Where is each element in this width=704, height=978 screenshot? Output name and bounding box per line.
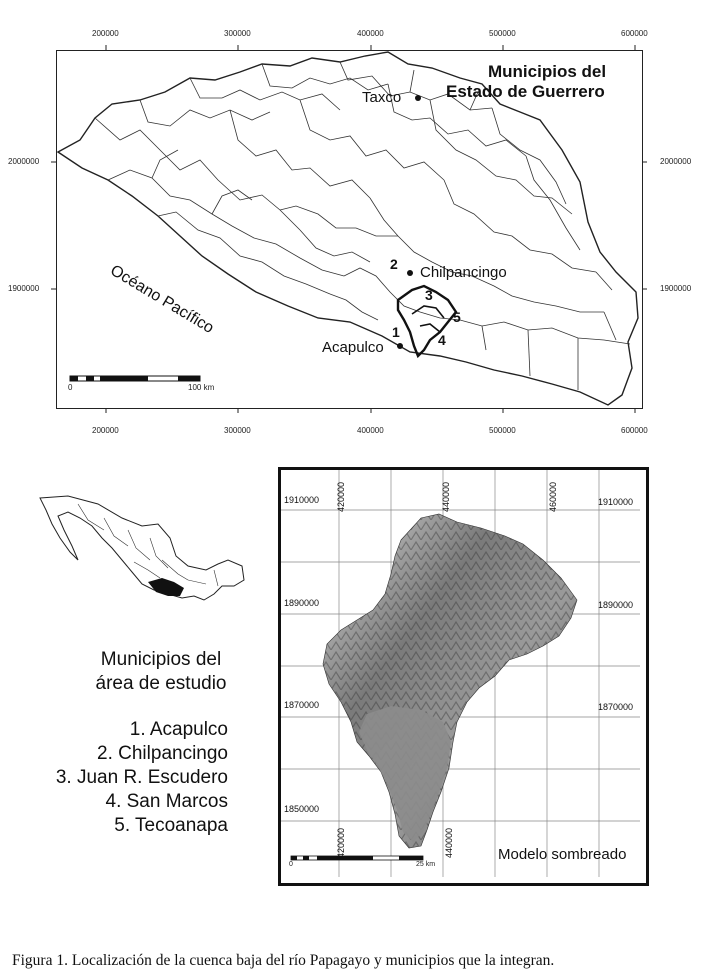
top-scale-end: 100 km	[188, 383, 215, 392]
label-taxco: Taxco	[362, 89, 402, 106]
right-tick-y-2000000: 2000000	[660, 157, 692, 166]
top-scale-bar	[70, 376, 200, 381]
label-municipio-4: 4	[438, 332, 446, 348]
figure-caption: Figura 1. Localización de la cuenca baja del río Papagayo y municipios que la integran.	[12, 952, 555, 969]
label-oceano-pacifico: Océano Pacífico	[107, 262, 217, 338]
dem-scale-start: 0	[289, 861, 293, 868]
basin-lowland	[359, 706, 451, 842]
bottom-tick-x-400000: 400000	[357, 426, 384, 435]
top-tick-x-300000: 300000	[224, 29, 251, 38]
legend-item-tecoanapa: 5. Tecoanapa	[114, 815, 228, 836]
dem-bottom-tick-440000: 440000	[444, 827, 454, 858]
mexico-inset-map	[38, 490, 248, 610]
dem-bottom-tick-420000: 420000	[336, 827, 346, 858]
legend-title-line2: área de estudio	[95, 673, 227, 694]
acapulco-dot	[397, 343, 403, 349]
taxco-dot	[415, 95, 421, 101]
basin-ridges	[323, 514, 577, 848]
top-tick-x-200000: 200000	[92, 29, 119, 38]
top-tick-x-500000: 500000	[489, 29, 516, 38]
dem-map-label: Modelo sombreado	[498, 846, 627, 863]
study-area-internal	[412, 306, 444, 332]
bottom-tick-x-600000: 600000	[621, 426, 648, 435]
label-municipio-3: 3	[425, 287, 433, 303]
dem-right-tick-1910000: 1910000	[598, 497, 634, 507]
dem-top-tick-440000: 440000	[441, 481, 451, 512]
legend-item-acapulco: 1. Acapulco	[129, 719, 228, 740]
legend-title-line1: Municipios del	[100, 649, 222, 670]
dem-top-tick-460000: 460000	[548, 481, 558, 512]
top-map-title-line2: Estado de Guerrero	[446, 82, 605, 101]
dem-right-tick-1890000: 1890000	[598, 600, 634, 610]
label-municipio-5: 5	[453, 309, 461, 325]
label-municipio-1: 1	[392, 324, 400, 340]
bottom-tick-x-200000: 200000	[92, 426, 119, 435]
legend-item-san-marcos: 4. San Marcos	[105, 791, 228, 812]
dem-left-tick-1870000: 1870000	[284, 700, 320, 710]
label-acapulco: Acapulco	[322, 339, 384, 356]
top-tick-x-600000: 600000	[621, 29, 648, 38]
dem-left-tick-1910000: 1910000	[284, 495, 320, 505]
legend-item-chilpancingo: 2. Chilpancingo	[97, 743, 228, 764]
chilpancingo-dot	[407, 270, 413, 276]
bottom-tick-x-300000: 300000	[224, 426, 251, 435]
left-tick-y-2000000: 2000000	[8, 157, 40, 166]
top-map-title-line1: Municipios del	[488, 62, 607, 81]
top-scale-start: 0	[68, 383, 73, 392]
dem-top-tick-420000: 420000	[336, 481, 346, 512]
guerrero-municipalities-map	[0, 0, 704, 440]
dem-left-tick-1890000: 1890000	[284, 598, 320, 608]
legend-item-juan-r-escudero: 3. Juan R. Escudero	[55, 767, 228, 788]
dem-left-tick-1850000: 1850000	[284, 804, 320, 814]
label-municipio-2: 2	[390, 256, 398, 272]
dem-scale-bar	[291, 856, 423, 860]
top-tick-x-400000: 400000	[357, 29, 384, 38]
left-tick-y-1900000: 1900000	[8, 284, 40, 293]
label-chilpancingo: Chilpancingo	[420, 264, 507, 281]
dem-scale-end: 25 km	[416, 861, 436, 868]
mexico-outline	[40, 496, 244, 600]
bottom-tick-x-500000: 500000	[489, 426, 516, 435]
dem-right-tick-1870000: 1870000	[598, 702, 634, 712]
right-tick-y-1900000: 1900000	[660, 284, 692, 293]
dem-shaded-relief-svg	[281, 470, 646, 883]
